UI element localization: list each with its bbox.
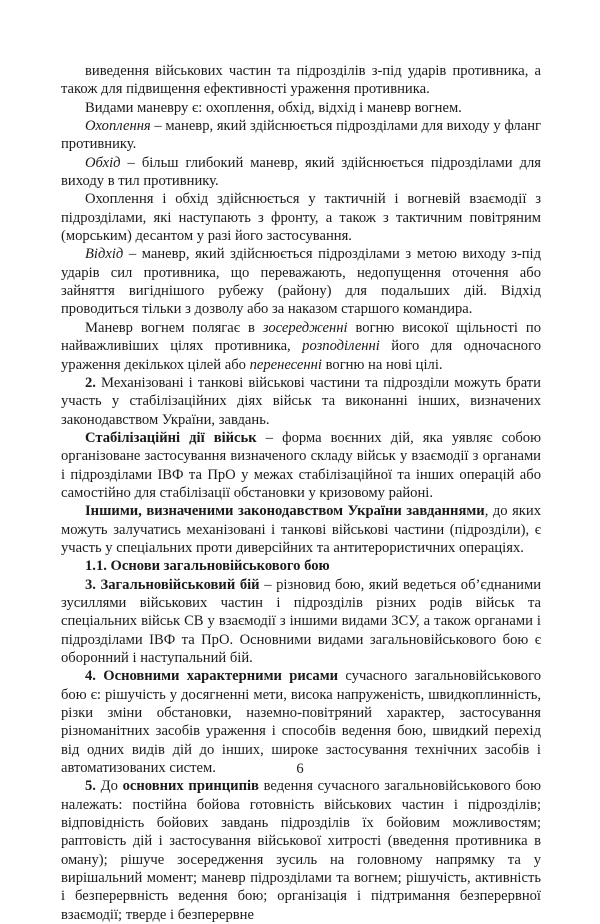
text-run-italic: розподіленні [302,338,380,355]
text-run-regular: Охоплення і обхід здійснюється у тактичній і вогневій взаємодії з підрозділами, які наступають з фронту, а також з тактичним повітряним (морським) десантом у разі його застосування. [61,191,541,245]
text-run-regular: – маневр, який здійснюється підрозділами для виходу у фланг противнику. [61,118,541,153]
body-paragraph [61,429,541,502]
text-run-regular: вогню високої щільності по найважливіших цілях противника, [61,319,541,355]
body-paragraph [61,99,541,117]
body-text-column [61,62,541,924]
text-run-bold: Іншими, визначеними законодавством України завданнями [85,503,485,520]
body-paragraph [61,319,541,374]
text-run-regular: виведення військових частин та підрозділів з-під ударів противника, а також для підвищення ефективності ураження противника. [61,63,541,98]
text-run-bold: 2. [85,374,96,391]
text-run-regular: Маневр вогнем полягає в [85,319,263,336]
text-run-regular: ведення сучасного загальновійськового бою належать: постійна бойова готовність військових частин і підрозділів; відповідність бойових завдань підрозділів їх бойовим можливостям; раптовість дій і застосування військової хитрості (введення противника в оману); рішуче зосередження зусиль на головному напрямку та у вирішальний момент; маневр підрозділами та вогнем; рішучість, активність і безперервність ведення бою; організація і підтримання безперервної взаємодії; тверде і безперервне [61,778,541,923]
text-run-regular: вогню на нові цілі. [321,356,443,373]
body-paragraph [61,374,541,429]
body-paragraph [61,154,541,191]
text-run-bold: 5. [85,778,96,795]
text-run-regular: Механізовані і танкові військові частини та підрозділи можуть брати участь у стабілізаційних діях військ та виконанні інших, визначених законодавством України, завдань. [61,374,541,428]
text-run-bold: 4. Основними характерними рисами [85,668,339,685]
text-run-regular: сучасного загальновійськового бою є: рішучість у досягненні мети, висока напруженість, швидкоплинність, різки зміни обстановки, наземно-повітряний характер, застосування різноманітних засобів ураження і способів ведення бою, швидкий перехід від одних видів дій до інших, широке застосування технічних засобів і автоматизованих систем. [61,668,541,777]
text-run-italic: Обхід [85,154,121,171]
page-number: 6 [296,761,304,777]
body-paragraph [61,190,541,245]
text-run-regular: його для одночасного ураження декількох цілей або [61,338,541,373]
text-run-regular: – різновид бою, який ведеться об’єднаними зусиллями військових частин і підрозділів різних родів військ та спеціальних військ СВ у взаємодії з іншими видами ЗСУ, а також органами і підрозділами ІВФ та ПрО. Основними видами загальновійськового бою є оборонний і наступальний бій. [61,576,541,666]
text-run-italic: Охоплення [85,118,151,135]
text-run-regular: , до яких можуть залучатись механізовані і танкові військові частини (підрозділи), є участь у спеціальних проти диверсійних та антитерористичних операціях. [61,503,541,556]
text-run-regular: Видами маневру є: охоплення, обхід, відхід і маневр вогнем. [85,99,462,116]
body-paragraph [61,62,541,99]
text-run-bold: основних принципів [122,778,259,795]
text-run-bold: Стабілізаційні дії військ [85,429,257,446]
text-run-bold: 3. Загальновійськовий бій [85,576,260,593]
text-run-italic: перенесенні [249,356,322,373]
body-paragraph [61,502,541,557]
text-run-regular: – форма воєнних дій, яка уявляє собою організоване застосування визначеного складу військ у взаємодії з органами і підрозділами ІВФ та ПрО у межах стабілізаційної та інших операцій або самостійно для стабілізації обстановки у кризовому районі. [61,429,541,501]
text-run-regular: До [95,778,123,795]
text-run-regular: – більш глибокий маневр, який здійснюється підрозділами для виходу в тил противнику. [61,154,541,190]
text-run-bold: 1.1. Основи загальновійськового бою [85,558,330,575]
body-paragraph [61,576,541,668]
body-paragraph [61,245,541,318]
text-run-italic: зосередженні [262,319,348,336]
text-run-italic: Відхід [85,246,124,263]
body-paragraph [61,117,541,154]
text-run-regular: – маневр, який здійснюється підрозділами з метою виходу з-під ударів сил противника, що переважають, недопущення оточення або зайняття вигіднішого рубежу (району) для подальших дій. Відхід проводиться тільки з дозволу або за наказом старшого командира. [61,246,541,318]
section-heading [61,557,541,575]
body-paragraph [61,777,541,924]
